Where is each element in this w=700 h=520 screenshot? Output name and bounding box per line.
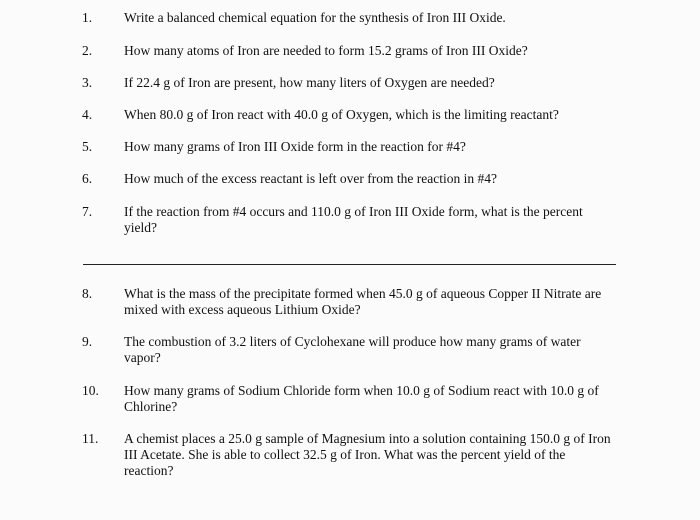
question-text: What is the mass of the precipitate formed when 45.0 g of aqueous Copper II Nitrate are mixed with excess aqueous Lithium Oxide?: [124, 286, 602, 317]
question-text: Write a balanced chemical equation for the synthesis of Iron III Oxide.: [124, 10, 506, 25]
question-number: 9.: [82, 334, 93, 349]
question-text: When 80.0 g of Iron react with 40.0 g of Oxygen, which is the limiting reactant?: [124, 107, 559, 122]
question-text: How much of the excess reactant is left over from the reaction in #4?: [124, 171, 497, 186]
question-number: 3.: [82, 75, 93, 90]
question-number: 8.: [82, 286, 93, 301]
section-divider: [83, 264, 616, 265]
question-number: 2.: [82, 43, 93, 58]
question-number: 4.: [82, 107, 93, 122]
question-number: 5.: [82, 139, 93, 154]
question-number: 10.: [82, 383, 99, 398]
question-text: If the reaction from #4 occurs and 110.0 g of Iron III Oxide form, what is the percent yield?: [124, 204, 583, 235]
question-text: The combustion of 3.2 liters of Cyclohexane will produce how many grams of water vapor?: [124, 334, 581, 365]
question-text: How many grams of Sodium Chloride form when 10.0 g of Sodium react with 10.0 g of Chlorine?: [124, 383, 599, 414]
question-text: If 22.4 g of Iron are present, how many liters of Oxygen are needed?: [124, 75, 495, 90]
question-text: How many atoms of Iron are needed to form 15.2 grams of Iron III Oxide?: [124, 43, 528, 58]
question-text: A chemist places a 25.0 g sample of Magnesium into a solution containing 150.0 g of Iron III Acetate. She is able to collect 32.5 g of Iron. What was the percent yield of the reaction?: [124, 431, 611, 478]
question-text: How many grams of Iron III Oxide form in the reaction for #4?: [124, 139, 466, 154]
question-number: 1.: [82, 10, 93, 25]
question-number: 7.: [82, 204, 93, 219]
question-number: 6.: [82, 171, 93, 186]
question-number: 11.: [82, 431, 99, 446]
